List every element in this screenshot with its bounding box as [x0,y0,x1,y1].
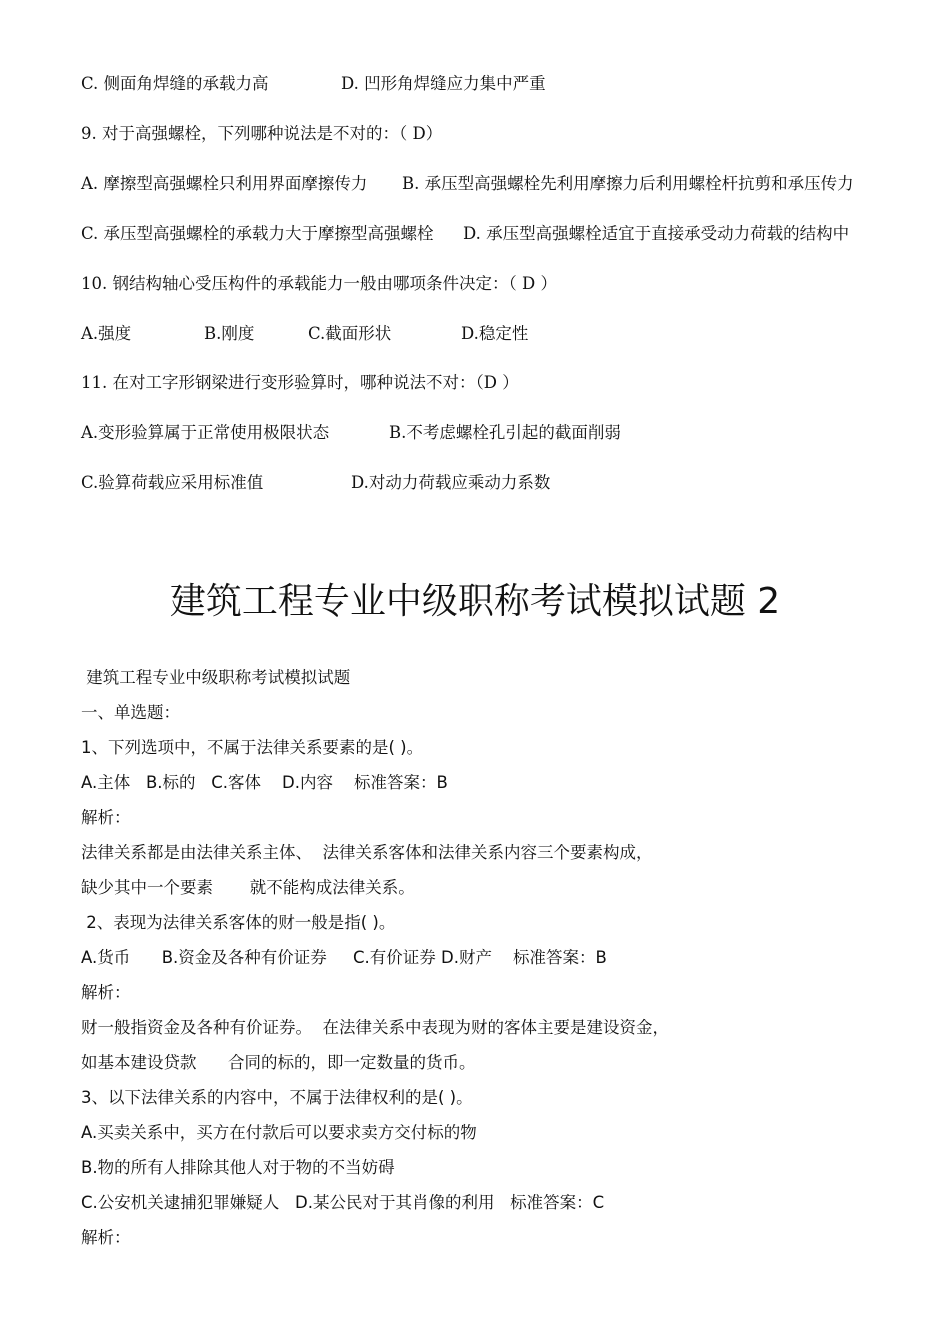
question-2-options: A.货币 B.资金及各种有价证券 C.有价证券 D.财产 标准答案：B [81,948,607,967]
question-3-options-cd: C.公安机关逮捕犯罪嫌疑人 D.某公民对于其肖像的利用 标准答案：C [81,1193,605,1212]
question-1-explanation-line: 法律关系都是由法律关系主体、 法律关系客体和法律关系内容三个要素构成， [81,843,653,862]
section-heading: 一、单选题： [81,703,180,722]
question-3-explanation-label: 解析： [81,1228,131,1247]
subtitle: 建筑工程专业中级职称考试模拟试题 [81,668,351,687]
question-2-explanation-label: 解析： [81,983,131,1002]
option-c: C.验算荷载应采用标准值 [81,473,264,492]
question-11-stem: 11. 在对工字形钢梁进行变形验算时，哪种说法不对：（D ） [81,373,519,392]
question-11-options-cd [81,472,781,538]
option-a: A.强度 [81,324,132,343]
option-a: A. 摩擦型高强螺栓只利用界面摩擦传力 [81,174,368,193]
option-d: D. 承压型高强螺栓适宜于直接承受动力荷载的结构中 [463,224,850,243]
option-a: A.变形验算属于正常使用极限状态 [81,423,330,442]
question-1-options: A.主体 B.标的 C.客体 D.内容 标准答案：B [81,773,448,792]
option-b: B.不考虑螺栓孔引起的截面削弱 [389,423,621,442]
question-10-stem: 10. 钢结构轴心受压构件的承载能力一般由哪项条件决定：（ D ） [81,274,557,293]
option-c: C. 承压型高强螺栓的承载力大于摩擦型高强螺栓 [81,224,434,243]
question-9-stem: 9. 对于高强螺栓，下列哪种说法是不对的：（ D） [81,124,443,143]
question-1-explanation-label: 解析： [81,808,131,827]
option-c: C.截面形状 [308,324,392,343]
question-1-stem: 1、下列选项中，不属于法律关系要素的是( )。 [81,738,424,757]
page-title: 建筑工程专业中级职称考试模拟试题 2 [169,581,781,622]
option-c: C. 侧面角焊缝的承载力高 [81,74,269,93]
question-2-explanation-line: 财一般指资金及各种有价证券。 在法律关系中表现为财的客体主要是建设资金， [81,1018,669,1037]
question-3-stem: 3、以下法律关系的内容中，不属于法律权利的是( )。 [81,1088,473,1107]
question-3-option-b: B.物的所有人排除其他人对于物的不当妨碍 [81,1158,395,1177]
option-d: D.对动力荷载应乘动力系数 [351,473,551,492]
question-3-option-a: A.买卖关系中，买方在付款后可以要求卖方交付标的物 [81,1123,477,1142]
option-d: D.稳定性 [461,324,529,343]
option-d: D. 凹形角焊缝应力集中严重 [341,74,546,93]
question-2-stem: 2、表现为法律关系客体的财一般是指( )。 [81,913,396,932]
option-b: B. 承压型高强螺栓先利用摩擦力后利用螺栓杆抗剪和承压传力 [402,174,854,193]
question-1-explanation-line: 缺少其中一个要素 就不能构成法律关系。 [81,878,415,897]
question-2-explanation-line: 如基本建设贷款 合同的标的，即一定数量的货币。 [81,1053,476,1072]
option-b: B.刚度 [204,324,255,343]
